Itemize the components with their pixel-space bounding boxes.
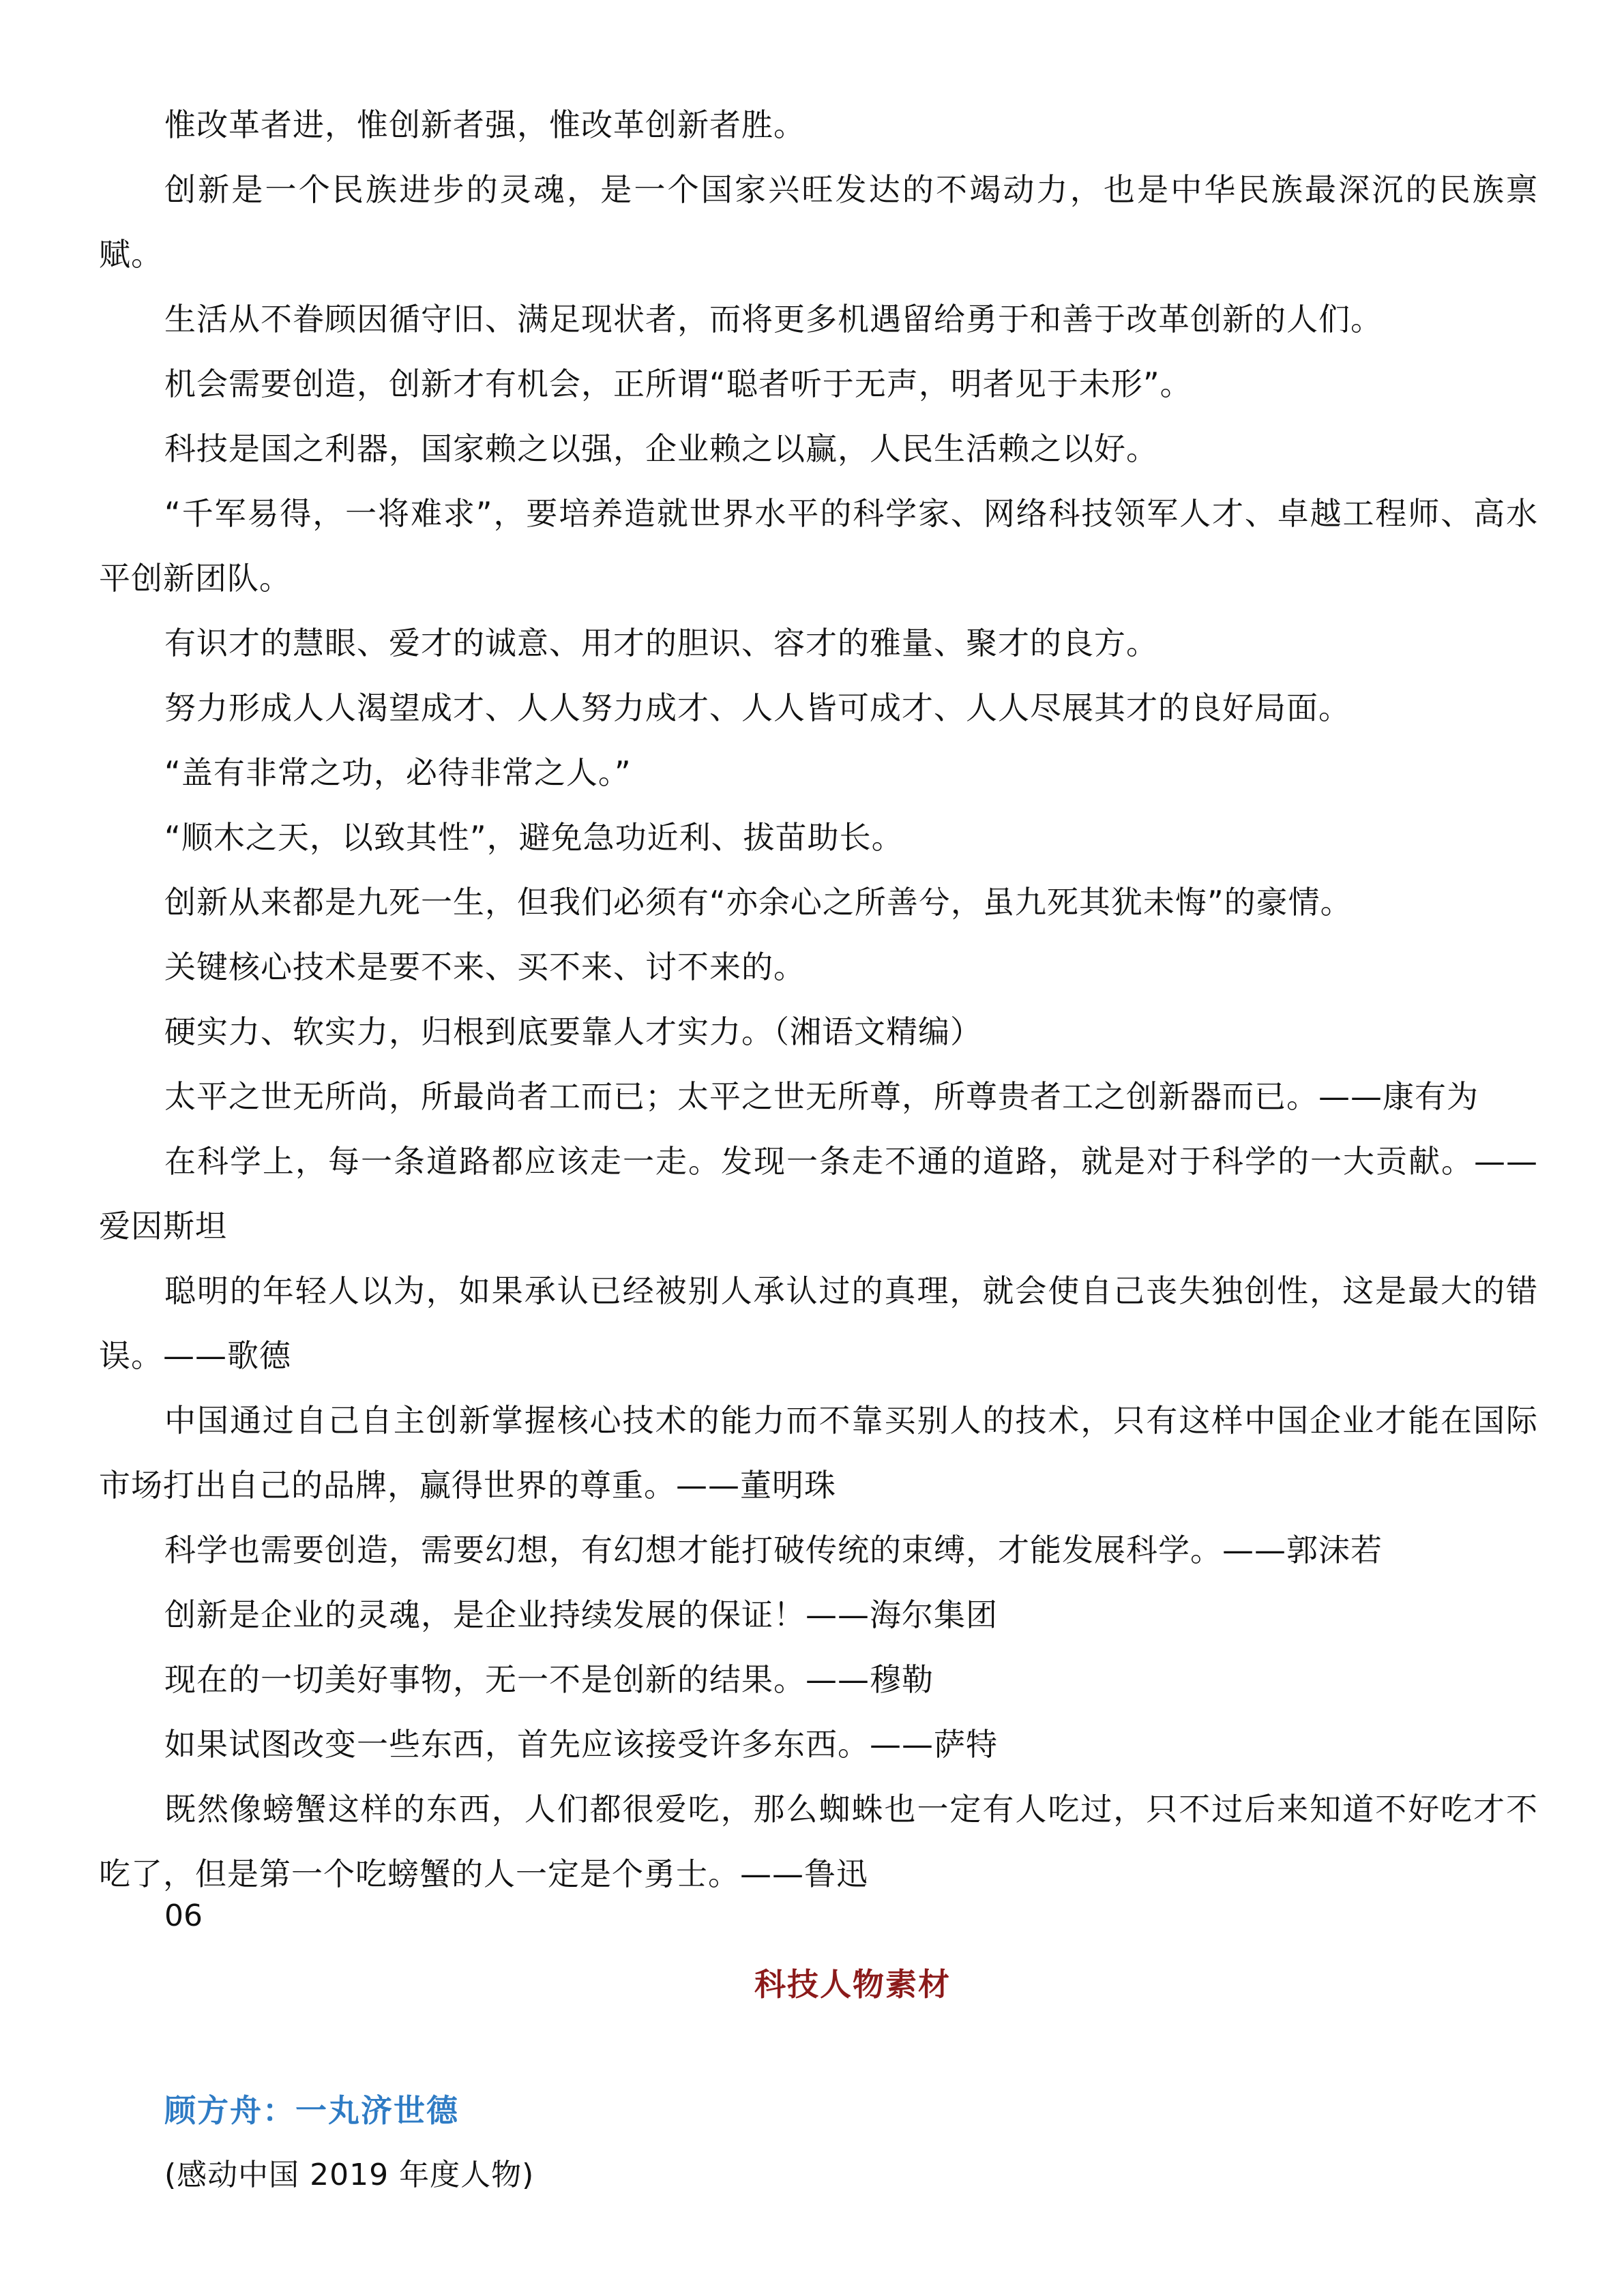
paragraph: 机会需要创造，创新才有机会，正所谓“聪者听于无声，明者见于未形”。 [164,366,1192,402]
paragraph: “顺木之天，以致其性”，避免急功近利、拔苗助长。 [164,819,904,856]
profile-title: 顾方舟：一丸济世德 [164,2092,459,2129]
paragraph: 创新是一个民族进步的灵魂，是一个国家兴旺发达的不竭动力，也是中华民族最深沉的民族禀赋。 [99,171,1538,273]
paragraph: 生活从不眷顾因循守旧、满足现状者，而将更多机遇留给勇于和善于改革创新的人们。 [164,301,1383,338]
paragraph: “千军易得，一将难求”，要培养造就世界水平的科学家、网络科技领军人才、卓越工程师、高水平创新团队。 [99,495,1538,597]
profile-subtitle: (感动中国 2019 年度人物) [164,2158,535,2192]
paragraph: 惟改革者进，惟创新者强，惟改革创新者胜。 [164,106,806,143]
quotes-body [99,93,1538,1907]
paragraph: 硬实力、软实力，归根到底要靠人才实力。（湘语文精编） [164,1013,982,1050]
paragraph: 中国通过自己自主创新掌握核心技术的能力而不靠买别人的技术，只有这样中国企业才能在国际市场打出自己的品牌，赢得世界的尊重。——董明珠 [99,1402,1538,1504]
paragraph: 科技是国之利器，国家赖之以强，企业赖之以赢，人民生活赖之以好。 [164,430,1158,467]
paragraph: 既然像螃蟹这样的东西，人们都很爱吃，那么蜘蛛也一定有人吃过，只不过后来知道不好吃才不吃了，但是第一个吃螃蟹的人一定是个勇士。——鲁迅 [99,1791,1538,1892]
paragraph: 现在的一切美好事物，无一不是创新的结果。——穆勒 [164,1661,934,1698]
paragraph: “盖有非常之功，必待非常之人。” [164,754,632,791]
paragraph: 创新从来都是九死一生，但我们必须有“亦余心之所善兮，虽九死其犹未悔”的豪情。 [164,884,1353,921]
paragraph: 关键核心技术是要不来、买不来、讨不来的。 [164,949,806,985]
paragraph: 太平之世无所尚，所最尚者工而已；太平之世无所尊，所尊贵者工之创新器而已。——康有为 [164,1078,1479,1115]
section-title: 科技人物素材 [754,1966,951,2003]
paragraph: 努力形成人人渴望成才、人人努力成才、人人皆可成才、人人尽展其才的良好局面。 [164,689,1350,726]
paragraph: 如果试图改变一些东西，首先应该接受许多东西。——萨特 [164,1726,998,1763]
paragraph: 科学也需要创造，需要幻想，有幻想才能打破传统的束缚，才能发展科学。——郭沫若 [164,1532,1383,1568]
paragraph: 创新是企业的灵魂，是企业持续发展的保证！——海尔集团 [164,1596,998,1633]
paragraph: 有识才的慧眼、爱才的诚意、用才的胆识、容才的雅量、聚才的良方。 [164,625,1158,661]
page-number: 06 [164,1898,203,1933]
paragraph: 在科学上，每一条道路都应该走一走。发现一条走不通的道路，就是对于科学的一大贡献。——爱因斯坦 [99,1143,1538,1244]
paragraph: 聪明的年轻人以为，如果承认已经被别人承认过的真理，就会使自己丧失独创性，这是最大的错误。——歌德 [99,1272,1538,1374]
